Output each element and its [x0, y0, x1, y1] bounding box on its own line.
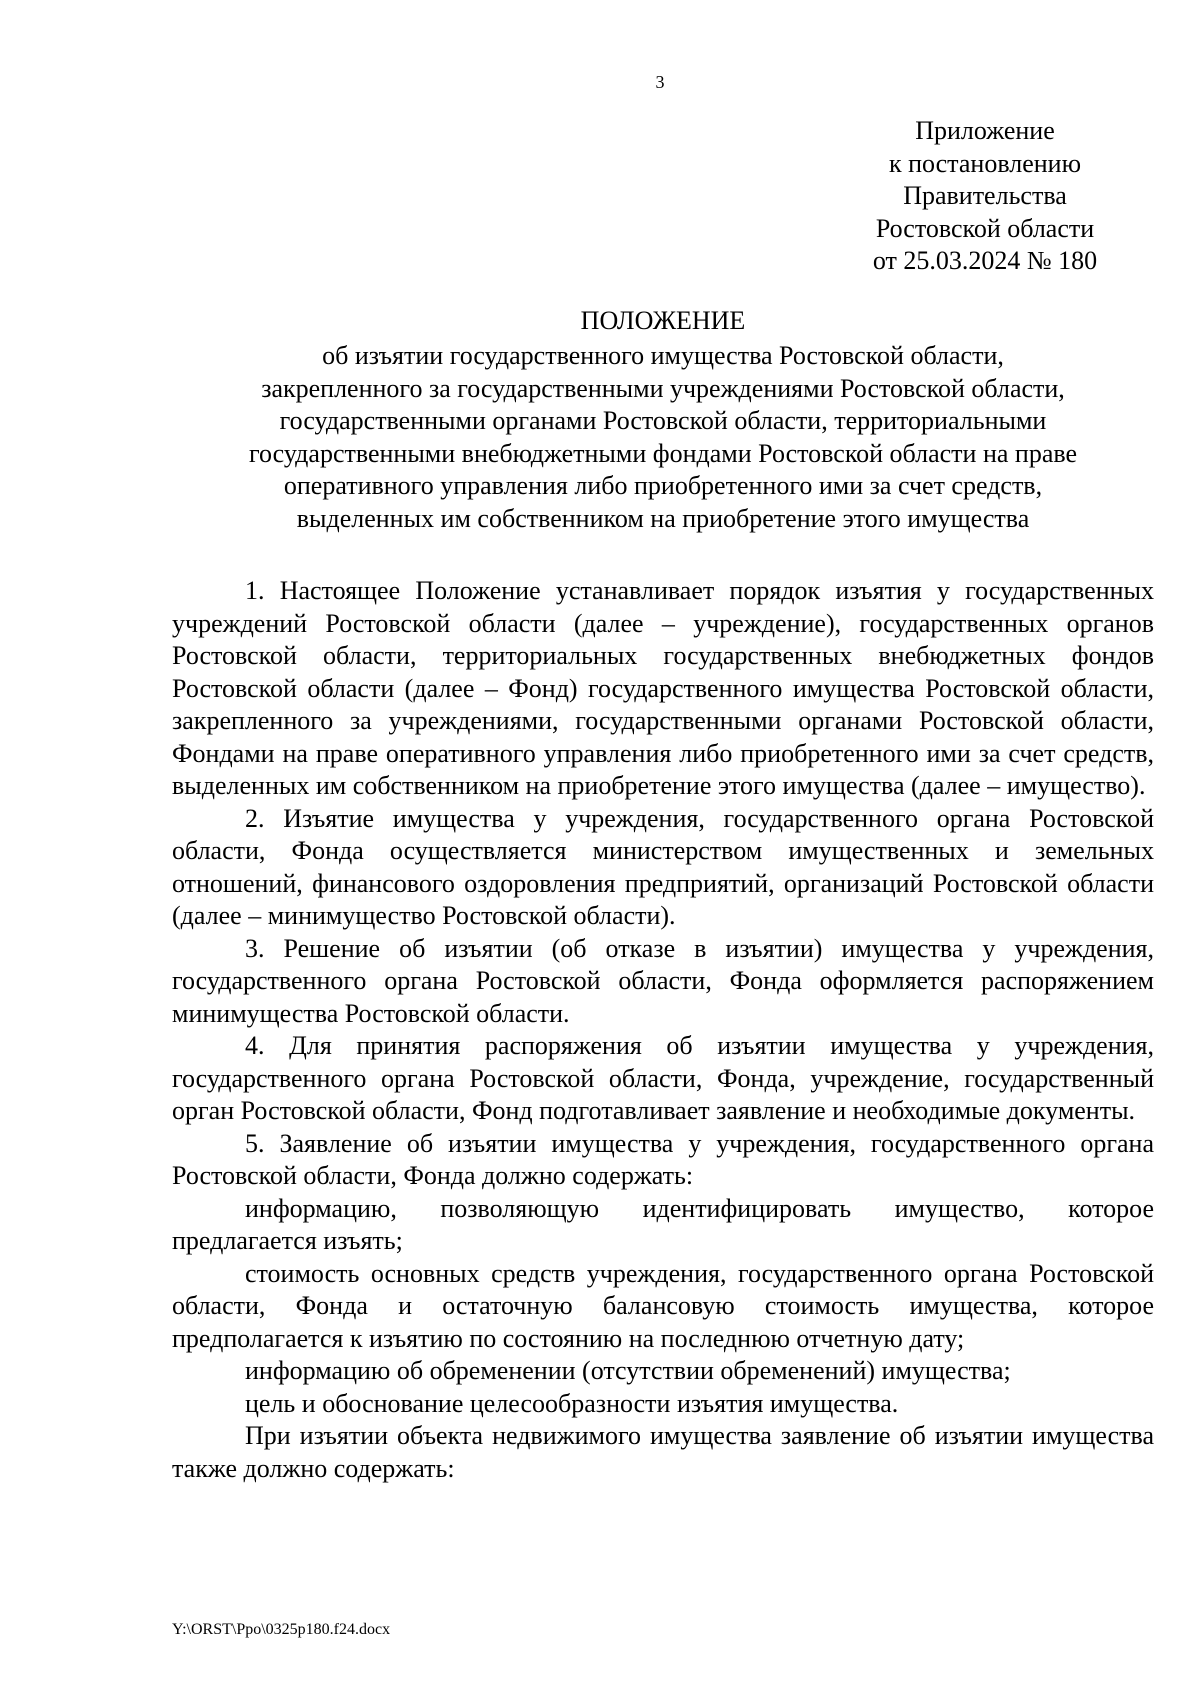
subtitle-line: оперативного управления либо приобретенного ими за счет средств,: [283, 471, 1043, 500]
document-subtitle: [172, 340, 1154, 535]
appendix-line: Ростовской области: [875, 213, 1095, 243]
subtitle-line: закрепленного за государственными учреждениями Ростовской области,: [261, 373, 1065, 403]
paragraph-1: 1. Настоящее Положение устанавливает порядок изъятия у государственных учреждений Ростовской области (далее – учреждение), государственных органов Ростовской области, территориальных государственных внебюджетных фондов Ростовской области (далее – Фонд) государственного имущества Ростовской области, закрепленного за учреждениями, государственными органами Ростовской области, Фондами на праве оперативного управления либо приобретенного ими за счет средств, выделенных им собственником на приобретение этого имущества (далее – имущество).: [172, 576, 1154, 800]
list-item: информацию, позволяющую идентифицировать имущество, которое предлагается изъять;: [172, 1193, 1154, 1255]
document-body: [172, 575, 1154, 1485]
subtitle-line: об изъятии государственного имущества Ростовской области,: [322, 341, 1004, 370]
file-path-footer: Y:\ORST\Ppo\0325p180.f24.docx: [172, 1621, 391, 1638]
list-item: стоимость основных средств учреждения, государственного органа Ростовской области, Фонда и остаточную балансовую стоимость имущества, которое предполагается к изъятию по состоянию на последнюю отчетную дату;: [172, 1258, 1154, 1353]
list-item: информацию об обременении (отсутствии обременений) имущества;: [245, 1356, 1011, 1385]
appendix-line: Приложение: [915, 116, 1055, 145]
appendix-line: Правительства: [903, 181, 1067, 210]
paragraph-4: 4. Для принятия распоряжения об изъятии имущества у учреждения, государственного органа Ростовской области, Фонда, учреждение, государственный орган Ростовской области, Фонд подготавливает заявление и необходимые документы.: [172, 1031, 1154, 1125]
appendix-line: к постановлению: [888, 148, 1082, 178]
subtitle-line: государственными органами Ростовской области, территориальными: [279, 406, 1047, 435]
paragraph-3: 3. Решение об изъятии (об отказе в изъятии) имущества у учреждения, государственного органа Ростовской области, Фонда оформляется распоряжением минимущества Ростовской области.: [172, 933, 1154, 1028]
appendix-block: [835, 115, 1135, 278]
paragraph-5: 5. Заявление об изъятии имущества у учреждения, государственного органа Ростовской области, Фонда должно содержать:: [172, 1128, 1154, 1190]
appendix-line: от 25.03.2024 № 180: [872, 246, 1098, 275]
document-title: ПОЛОЖЕНИЕ: [580, 306, 746, 335]
page-number: 3: [655, 72, 665, 92]
paragraph-real-estate: При изъятии объекта недвижимого имущества заявление об изъятии имущества также должно содержать:: [172, 1421, 1154, 1483]
subtitle-line: государственными внебюджетными фондами Ростовской области на праве: [248, 438, 1078, 468]
list-item: цель и обоснование целесообразности изъятия имущества.: [245, 1388, 899, 1418]
subtitle-line: выделенных им собственником на приобретение этого имущества: [296, 503, 1030, 533]
paragraph-2: 2. Изъятие имущества у учреждения, государственного органа Ростовской области, Фонда осуществляется министерством имущественных и земельных отношений, финансового оздоровления предприятий, организаций Ростовской области (далее – минимущество Ростовской области).: [172, 803, 1154, 930]
